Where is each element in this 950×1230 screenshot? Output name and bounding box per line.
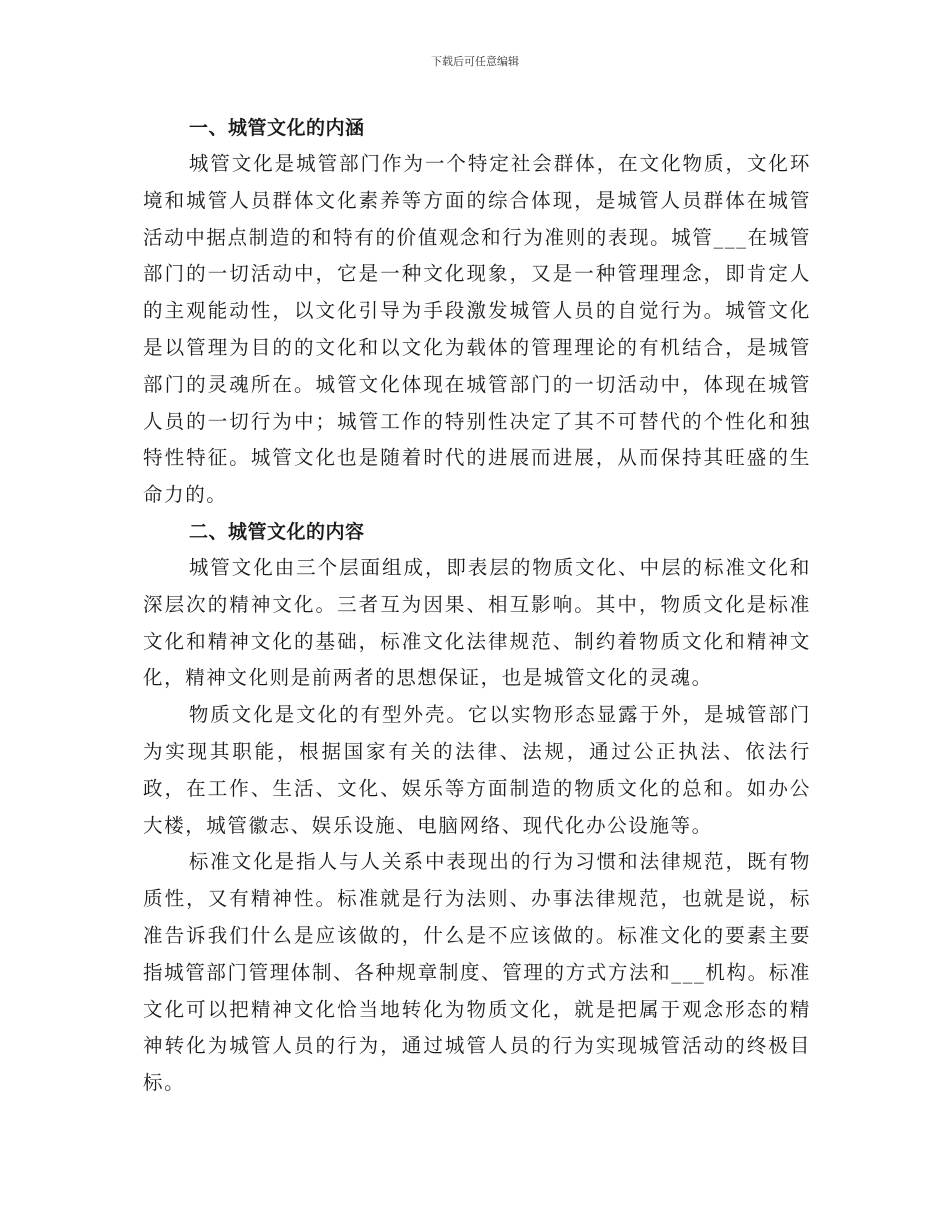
document-body bbox=[143, 110, 811, 1102]
section-2-paragraph-2: 物质文化是文化的有型外壳。它以实物形态显露于外，是城管部门为实现其职能，根据国家有关的法律、法规，通过公正执法、依法行政，在工作、生活、文化、娱乐等方面制造的物质文化的总和。如办公大楼，城管徽志、娱乐设施、电脑网络、现代化办公设施等。 bbox=[143, 703, 811, 837]
section-2-paragraph-1: 城管文化由三个层面组成，即表层的物质文化、中层的标准文化和深层次的精神文化。三者互为因果、相互影响。其中，物质文化是标准文化和精神文化的基础，标准文化法律规范、制约着物质文化和精神文化，精神文化则是前两者的思想保证，也是城管文化的灵魂。 bbox=[143, 555, 811, 690]
page-header: 下载后可任意编辑 bbox=[431, 55, 519, 68]
section-1-paragraph-1: 城管文化是城管部门作为一个特定社会群体，在文化物质，文化环境和城管人员群体文化素养等方面的综合体现，是城管人员群体在城管活动中据点制造的和特有的价值观念和行为准则的表现。城管___在城管部门的一切活动中，它是一种文化现象，又是一种管理理念，即肯定人的主观能动性，以文化引导为手段激发城管人员的自觉行为。城管文化是以管理为目的的文化和以文化为载体的管理理论的有机结合，是城管部门的灵魂所在。城管文化体现在城管部门的一切活动中，体现在城管人员的一切行为中；城管工作的特别性决定了其不可替代的个性化和独特性特征。城管文化也是随着时代的进展而进展，从而保持其旺盛的生命力的。 bbox=[143, 152, 811, 507]
section-2-paragraph-3: 标准文化是指人与人关系中表现出的行为习惯和法律规范，既有物质性，又有精神性。标准就是行为法则、办事法律规范，也就是说，标准告诉我们什么是应该做的，什么是不应该做的。标准文化的要素主要指城管部门管理体制、各种规章制度、管理的方式方法和___机构。标准文化可以把精神文化恰当地转化为物质文化，就是把属于观念形态的精神转化为城管人员的行为，通过城管人员的行为实现城管活动的终极目标。 bbox=[143, 850, 811, 1095]
section-heading-2: 二、城管文化的内容 bbox=[189, 520, 365, 543]
section-heading-1: 一、城管文化的内涵 bbox=[189, 117, 365, 139]
